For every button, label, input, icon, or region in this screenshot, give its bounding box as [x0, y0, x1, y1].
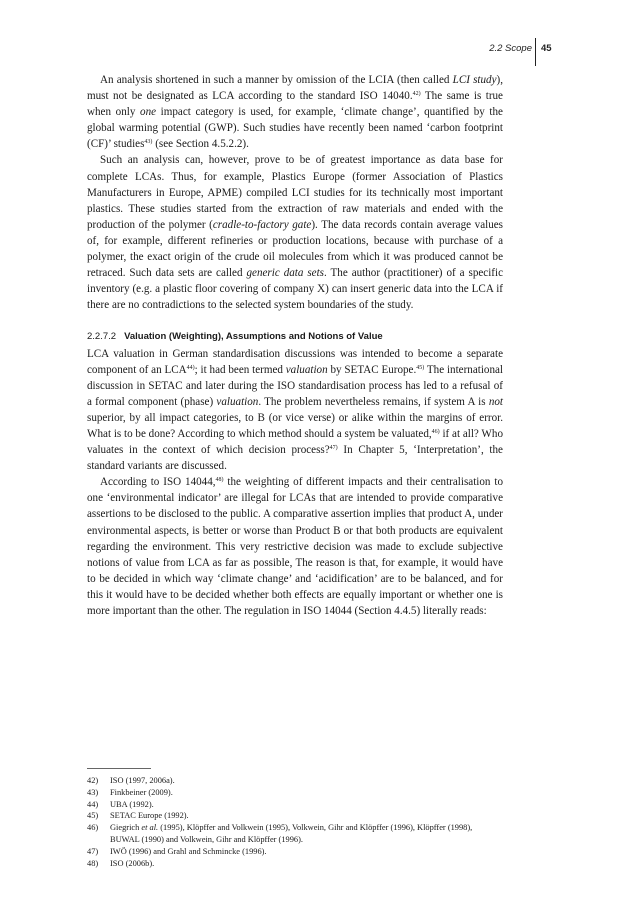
text-run: The international discussion in SETAC and later during the ISO standardisation process has led to a refusal of a formal component (phase) [87, 363, 504, 408]
footnote-reference: 45) [416, 364, 425, 371]
footnote-reference: 42) [412, 91, 421, 98]
footnote-item [87, 822, 503, 846]
paragraph [87, 346, 503, 475]
running-head: 2.2 Scope [489, 43, 532, 54]
italic-text: one [140, 106, 157, 119]
footnote-reference: 48) [215, 477, 224, 484]
text-run: Such an analysis can, however, prove to be of greatest importance as data base for complete LCAs. Thus, for example, Plastics Europe (former Association of Plastics Manufacturers in Europe, APME) compiled LCI studies for its technically most important plastics. These studies started from the extraction of raw materials and ended with the production of the polymer ( [87, 154, 503, 231]
text-run: ISO (1997, 2006a). [110, 776, 175, 785]
paragraph [87, 474, 503, 619]
footnote-text [110, 858, 503, 870]
text-run: (1995), Klöpffer and Volkwein (1995), Volkwein, Gihr and Klöpffer (1996), Klöpffer (1998), BUWAL (1990) and Volkwein, Gihr and Klöpffer (1996). [110, 823, 473, 844]
footnote-text [110, 810, 503, 822]
text-run: . The author (practitioner) of a specific inventory (e.g. a plastic floor covering of company X) can insert generic data into the LCA if there are no contradictions to the selected system boundaries of the study. [87, 267, 503, 312]
body-text [87, 72, 503, 619]
footnote-text [110, 787, 503, 799]
footnote-text [110, 822, 503, 846]
text-run: Giegrich [110, 823, 142, 833]
page-divider-rule [535, 38, 536, 66]
text-run: (see Section 4.5.2.2). [152, 138, 249, 151]
italic-text: et al. [141, 823, 159, 833]
footnote-text [110, 799, 503, 811]
footnote-item [87, 787, 503, 799]
footnote-reference: 47) [329, 445, 338, 452]
text-run: ; it had been termed [194, 363, 286, 376]
section-heading [87, 329, 503, 345]
footnote-number: 43) [87, 787, 99, 797]
section-number: 2.2.7.2 [87, 331, 117, 343]
footnote-reference: 46) [431, 428, 440, 435]
text-run: the weighting of different impacts and their centralisation to one ‘environmental indicator’ are illegal for LCAs that are intended to provide comparative assertions to be disclosed to the public. A comparative assertion implies that product A, under environmental aspects, is better or worse than Product B or that both products are equivalent regarding the environment. This very restrictive decision was made to exclude subjective notions of value from LCA as far as possible, The reason is that, for example, it would have to be decided in which way ‘climate change’ and ‘acidification’ are to be balanced, and for this it would have to be decided whether both effects are equally important or whether one is more important than the other. The regulation in ISO 14044 (Section 4.4.5) literally reads: [87, 476, 503, 617]
text-run: if at all? Who valuates in the context of which decision process? [87, 427, 503, 457]
page-number: 45 [541, 43, 552, 54]
footnote-item [87, 799, 503, 811]
text-run: An analysis shortened in such a manner by omission of the LCIA (then called [100, 74, 453, 86]
text-run: ), must not be designated as LCA according to the standard ISO 14040. [87, 74, 503, 103]
footnote-reference: 44) [186, 364, 195, 371]
paragraph [87, 72, 503, 152]
italic-text: generic data sets [246, 267, 324, 280]
text-run: . The problem nevertheless remains, if system A is [258, 395, 489, 408]
footnote-text [110, 775, 503, 787]
italic-text: valuation [285, 363, 328, 376]
text-run: Finkbeiner (2009). [110, 787, 173, 797]
footnote-number: 44) [87, 799, 99, 809]
text-run: ). The data records contain average values of, for example, different refineries or production locations, because with purchase of a polymer, the exact origin of the crude oil molecules from which it was produced cannot be retraced. Such data sets are called [87, 218, 504, 280]
text-run: According to ISO 14044, [100, 476, 216, 489]
footnote-number: 45) [87, 811, 99, 821]
footnote-text [110, 846, 503, 858]
text-run: ISO (2006b). [110, 858, 155, 868]
text-run: IWÖ (1996) and Grahl and Schmincke (1996). [110, 846, 267, 856]
footnote-number: 47) [87, 846, 99, 856]
text-run: impact category is used, for example, ‘climate change’, quantified by the global warming potential (GWP). Such studies have recently been named ‘carbon footprint (CF)’ studies [87, 106, 503, 151]
footnote-item [87, 775, 503, 787]
text-run: SETAC Europe (1992). [110, 811, 189, 821]
footnote-number: 48) [87, 858, 99, 868]
text-run: In Chapter 5, ‘Interpretation’, the standard variants are discussed. [87, 444, 503, 473]
italic-text: LCI study [452, 74, 497, 86]
text-run: superior, by all impact categories, to B (or vice verse) or alike within the margins of error. What is to be done? According to which method should a system be valuated, [87, 411, 503, 440]
italic-text: not [488, 395, 503, 408]
footnote-number: 46) [87, 823, 99, 833]
footnote-item [87, 846, 503, 858]
footnote-reference: 43) [144, 139, 153, 146]
footnote-number: 42) [87, 776, 99, 785]
footnote-rule [87, 768, 151, 769]
text-run: UBA (1992). [110, 799, 154, 809]
text-run: by SETAC Europe. [327, 363, 417, 376]
footnote-item [87, 858, 503, 870]
text-run: The same is true when only [87, 90, 503, 119]
footnotes [87, 775, 503, 869]
paragraph [87, 152, 503, 313]
section-title: Valuation (Weighting), Assumptions and Notions of Value [124, 331, 383, 343]
italic-text: valuation [216, 395, 259, 408]
italic-text: cradle-to-factory gate [212, 218, 312, 231]
text-run: LCA valuation in German standardisation discussions was intended to become a separate component of an LCA [87, 347, 503, 376]
footnote-item [87, 810, 503, 822]
